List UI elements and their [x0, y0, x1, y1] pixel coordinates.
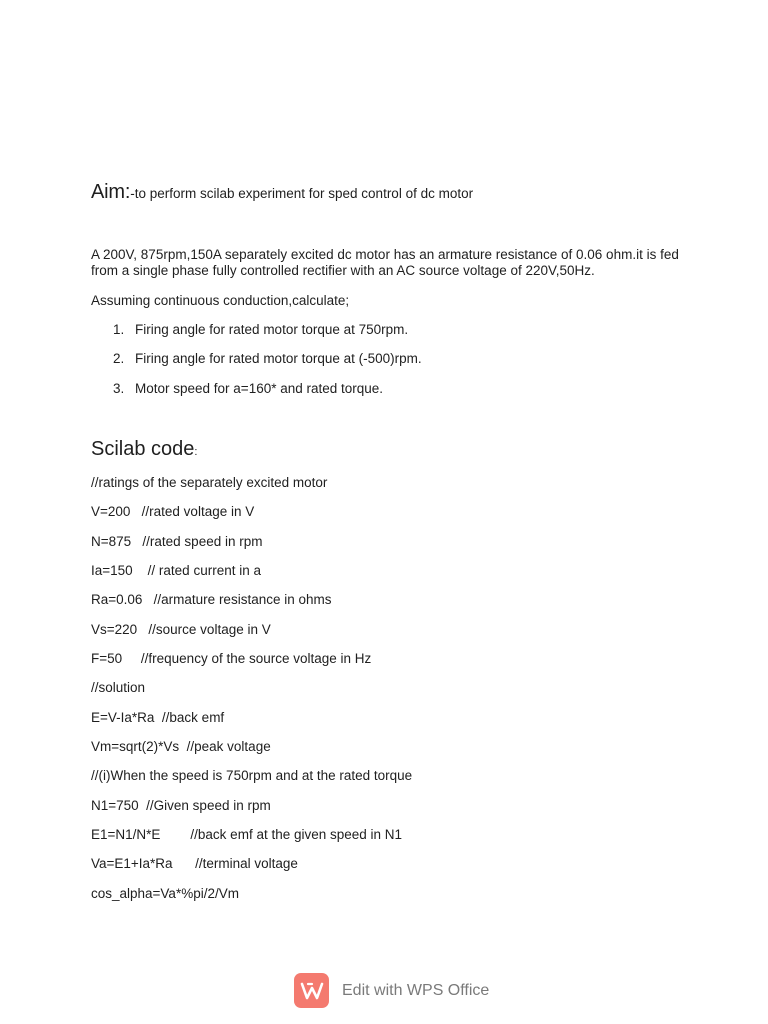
code-line: //ratings of the separately excited motor [91, 475, 328, 490]
question-item [91, 351, 422, 380]
question-number: 3. [113, 380, 125, 396]
aim-line [91, 181, 473, 204]
code-line: E1=N1/N*E //back emf at the given speed in N1 [91, 827, 403, 843]
code-line: Vm=sqrt(2)*Vs //peak voltage [91, 739, 271, 755]
wps-edit-label[interactable]: Edit with WPS Office [342, 981, 490, 999]
scilab-heading: Scilab code [91, 438, 195, 460]
code-line: F=50 //frequency of the source voltage in Hz [91, 651, 372, 667]
code-line: Va=E1+Ia*Ra //terminal voltage [91, 856, 298, 872]
code-line: Vs=220 //source voltage in V [91, 621, 271, 637]
question-text: Motor speed for a=160* and rated torque. [135, 380, 384, 396]
code-line: cos_alpha=Va*%pi/2/Vm [91, 885, 239, 901]
scilab-heading-colon: : [194, 446, 198, 458]
code-line: N=875 //rated speed in rpm [91, 533, 263, 549]
code-line: Ia=150 // rated current in a [91, 563, 261, 579]
problem-statement: A 200V, 875rpm,150A separately excited dc motor has an armature resistance of 0.06 ohm.it is fed from a single phase fully controlled rectifier with an AC source voltage of 220V,50Hz. [91, 247, 679, 278]
scilab-code-block [91, 475, 412, 915]
code-line: Ra=0.06 //armature resistance in ohms [91, 592, 332, 608]
question-text: Firing angle for rated motor torque at (-500)rpm. [135, 351, 422, 367]
code-line: //(i)When the speed is 750rpm and at the rated torque [91, 768, 413, 784]
question-list [91, 322, 422, 410]
question-number: 2. [113, 351, 125, 367]
assumption-text: Assuming continuous conduction,calculate; [91, 293, 350, 308]
question-number: 1. [113, 322, 125, 337]
wps-logo-icon [294, 973, 329, 1008]
aim-heading: Aim: [91, 181, 131, 203]
question-text: Firing angle for rated motor torque at 750rpm. [135, 322, 409, 337]
code-line: V=200 //rated voltage in V [91, 504, 255, 520]
question-item [91, 381, 422, 410]
code-line: //solution [91, 680, 146, 696]
code-line: N1=750 //Given speed in rpm [91, 797, 271, 813]
aim-text: -to perform scilab experiment for sped control of dc motor [130, 186, 474, 201]
code-line: E=V-Ia*Ra //back emf [91, 709, 225, 725]
wps-watermark[interactable] [294, 972, 489, 1009]
question-item [91, 322, 422, 351]
scilab-heading-line [91, 438, 197, 461]
